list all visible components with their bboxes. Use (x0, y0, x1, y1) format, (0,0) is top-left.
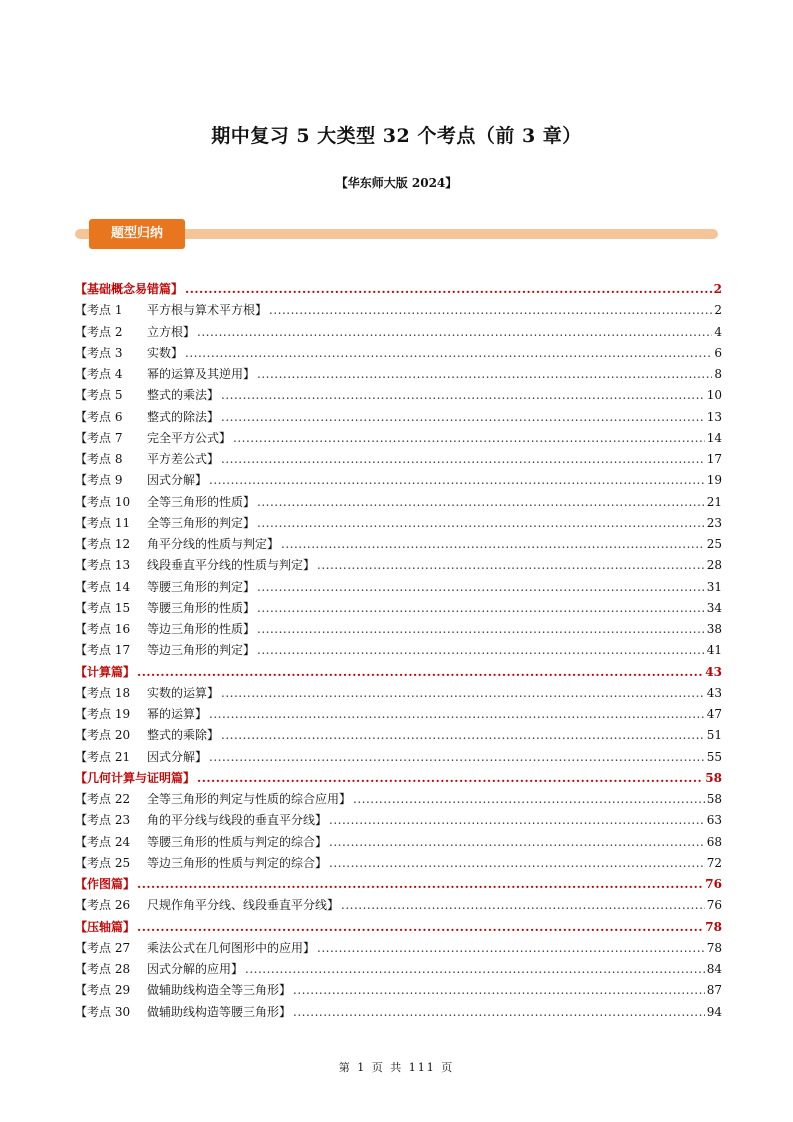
toc-entry[interactable] (75, 513, 722, 534)
toc-entry-label (75, 704, 207, 725)
toc-entry-title: 乘法公式在几何图形中的应用】 (147, 940, 316, 955)
toc-entry-label (75, 683, 219, 704)
toc-entry-label (75, 789, 351, 810)
toc-entry[interactable] (75, 449, 722, 470)
toc-category-entry[interactable] (75, 279, 722, 300)
toc-entry[interactable] (75, 364, 722, 385)
toc-page-number: 23 (706, 515, 722, 530)
toc-entry-title: 全等三角形的判定与性质的综合应用】 (147, 792, 352, 806)
toc-category-entry[interactable] (75, 917, 722, 938)
toc-entry-title: 实数的运算】 (147, 685, 220, 700)
toc-entry-label (75, 364, 255, 385)
toc-dot-leader (269, 300, 712, 321)
toc-entry-number: 【考点 21 (75, 749, 131, 764)
toc-entry-label (75, 513, 255, 534)
toc-page-number: 63 (706, 813, 722, 828)
toc-dot-leader (137, 662, 703, 683)
toc-entry-title: 等腰三角形的性质】 (147, 600, 256, 615)
toc-entry[interactable] (75, 980, 722, 1001)
toc-page-number: 72 (706, 855, 722, 870)
toc-entry[interactable] (75, 407, 722, 428)
toc-entry[interactable] (75, 1002, 722, 1023)
toc-page-number: 94 (706, 1004, 722, 1019)
toc-entry-title: 全等三角形的性质】 (147, 494, 256, 509)
toc-page-number: 8 (714, 367, 722, 381)
toc-dot-leader (185, 343, 712, 364)
toc-entry-title: 角平分线的性质与判定】 (147, 537, 280, 551)
toc-entry-number: 【考点 26 (75, 898, 131, 913)
toc-entry-number: 【考点 16 (75, 622, 131, 636)
toc-entry-label (75, 959, 243, 980)
toc-entry[interactable] (75, 959, 722, 980)
toc-entry-label (75, 640, 255, 661)
toc-entry-label (75, 385, 219, 406)
toc-entry-label (75, 492, 255, 513)
toc-page-number: 21 (706, 494, 722, 509)
toc-dot-leader (293, 1002, 705, 1023)
toc-entry-number: 【考点 17 (75, 643, 131, 658)
toc-dot-leader (221, 385, 705, 406)
toc-page-number: 2 (713, 282, 722, 296)
toc-entry-label (75, 895, 339, 916)
toc-entry[interactable] (75, 534, 722, 555)
toc-page-number: 68 (706, 834, 722, 849)
toc-entry-label (75, 1002, 291, 1023)
toc-dot-leader (137, 874, 703, 895)
toc-entry-title: 整式的乘法】 (147, 388, 220, 403)
toc-entry[interactable] (75, 640, 722, 661)
toc-page-number: 78 (705, 919, 722, 934)
toc-entry-label (75, 980, 291, 1001)
toc-entry-label (75, 747, 207, 768)
toc-entry[interactable] (75, 683, 722, 704)
toc-entry-label (75, 322, 195, 343)
toc-dot-leader (233, 428, 705, 449)
toc-entry-title: 平方根与算术平方根】 (147, 303, 268, 318)
toc-entry-title: 平方差公式】 (147, 452, 220, 466)
toc-entry-label (75, 725, 219, 746)
toc-entry[interactable] (75, 300, 722, 321)
toc-page-number: 34 (706, 600, 722, 615)
toc-entry-title: 全等三角形的判定】 (147, 515, 256, 530)
toc-entry[interactable] (75, 725, 722, 746)
toc-entry-label (75, 555, 315, 576)
toc-entry-title: 等腰三角形的判定】 (147, 579, 256, 594)
toc-entry-number: 【考点 8 (75, 452, 123, 466)
toc-page-number: 10 (706, 388, 722, 403)
toc-page-number: 87 (706, 983, 722, 998)
toc-page-number: 78 (706, 940, 722, 955)
toc-page-number: 47 (706, 707, 722, 721)
toc-entry-number: 【考点 5 (75, 388, 123, 403)
toc-dot-leader (317, 938, 705, 959)
toc-entry-number: 【考点 29 (75, 983, 131, 998)
toc-entry[interactable] (75, 810, 722, 831)
toc-dot-leader (137, 917, 703, 938)
toc-entry-label: 【计算篇】 (75, 664, 136, 679)
toc-entry-label (75, 832, 327, 853)
toc-page-number: 13 (706, 409, 722, 424)
toc-entry-number: 【考点 2 (75, 324, 123, 339)
toc-dot-leader (197, 768, 703, 789)
toc-entry-title: 等边三角形的性质】 (147, 622, 256, 636)
toc-dot-leader (209, 704, 705, 725)
toc-dot-leader (209, 470, 705, 491)
toc-dot-leader (353, 789, 705, 810)
toc-page-number: 28 (706, 558, 722, 573)
toc-entry-label (75, 577, 255, 598)
toc-entry-label (75, 619, 255, 640)
toc-entry[interactable] (75, 598, 722, 619)
toc-entry[interactable] (75, 322, 722, 343)
toc-entry-title: 因式分解】 (147, 473, 208, 488)
toc-page-number: 55 (706, 749, 722, 764)
toc-entry-title: 因式分解的应用】 (147, 962, 244, 976)
toc-page-number: 43 (705, 664, 722, 679)
toc-entry-number: 【考点 4 (75, 367, 123, 381)
toc-page-number: 76 (706, 898, 722, 913)
toc-dot-leader (185, 279, 712, 300)
toc-entry-number: 【考点 27 (75, 940, 131, 955)
toc-dot-leader (329, 853, 705, 874)
toc-dot-leader (209, 747, 705, 768)
toc-dot-leader (257, 619, 705, 640)
toc-dot-leader (329, 832, 705, 853)
toc-category-entry[interactable] (75, 768, 722, 789)
toc-page-number: 19 (706, 473, 722, 488)
toc-entry-number: 【考点 18 (75, 685, 131, 700)
toc-entry-number: 【考点 22 (75, 792, 131, 806)
toc-entry-label (75, 343, 183, 364)
toc-entry-label (75, 470, 207, 491)
toc-entry-number: 【考点 11 (75, 515, 131, 530)
toc-page-number: 76 (705, 877, 722, 891)
toc-entry-title: 尺规作角平分线、线段垂直平分线】 (147, 898, 340, 913)
toc-page-number: 4 (714, 324, 722, 339)
toc-entry[interactable] (75, 492, 722, 513)
toc-entry-number: 【考点 20 (75, 728, 131, 743)
toc-entry-title: 完全平方公式】 (147, 430, 232, 445)
toc-entry-label (75, 300, 267, 321)
toc-entry-label: 【几何计算与证明篇】 (75, 770, 196, 785)
toc-dot-leader (317, 555, 705, 576)
toc-page-number: 31 (706, 579, 722, 594)
toc-page-number: 84 (706, 962, 722, 976)
page-footer: 第 1 页 共 111 页 (338, 1061, 455, 1074)
document-subtitle: 【华东师大版 2024】 (335, 176, 458, 190)
toc-entry-label: 【基础概念易错篇】 (75, 282, 184, 296)
toc-entry-title: 等边三角形的性质与判定的综合】 (147, 855, 328, 870)
toc-entry-title: 做辅助线构造等腰三角形】 (147, 1004, 292, 1019)
toc-entry-title: 做辅助线构造全等三角形】 (147, 983, 292, 998)
toc-page-number: 51 (706, 728, 722, 743)
toc-entry-number: 【考点 30 (75, 1004, 131, 1019)
toc-page-number: 43 (706, 685, 722, 700)
toc-dot-leader (257, 577, 705, 598)
document-title: 期中复习 5 大类型 32 个考点（前 3 章） (211, 125, 582, 147)
toc-category-entry[interactable] (75, 662, 722, 683)
toc-entry-number: 【考点 1 (75, 303, 123, 318)
toc-dot-leader (221, 449, 705, 470)
toc-entry-number: 【考点 19 (75, 707, 131, 721)
toc-page-number: 25 (706, 537, 722, 551)
toc-dot-leader (281, 534, 705, 555)
toc-entry-title: 立方根】 (147, 324, 196, 339)
toc-dot-leader (257, 598, 705, 619)
toc-entry-title: 线段垂直平分线的性质与判定】 (147, 558, 316, 573)
toc-entry-number: 【考点 3 (75, 345, 123, 360)
toc-entry-title: 等边三角形的判定】 (147, 643, 256, 658)
toc-page-number: 14 (706, 430, 722, 445)
toc-entry[interactable] (75, 428, 722, 449)
toc-entry[interactable] (75, 577, 722, 598)
toc-entry[interactable] (75, 470, 722, 491)
toc-entry-label (75, 534, 279, 555)
toc-dot-leader (329, 810, 705, 831)
toc-dot-leader (197, 322, 712, 343)
toc-entry-label: 【压轴篇】 (75, 919, 136, 934)
toc-entry-number: 【考点 15 (75, 600, 131, 615)
toc-entry[interactable] (75, 895, 722, 916)
toc-entry-title: 整式的除法】 (147, 409, 220, 424)
toc-entry-label (75, 938, 315, 959)
toc-entry-label: 【作图篇】 (75, 877, 136, 891)
toc-dot-leader (221, 683, 705, 704)
toc-entry-number: 【考点 10 (75, 494, 131, 509)
toc-entry-label (75, 810, 327, 831)
toc-entry-label (75, 598, 255, 619)
toc-dot-leader (257, 364, 712, 385)
toc-entry[interactable] (75, 704, 722, 725)
toc-entry-number: 【考点 23 (75, 813, 131, 828)
toc-entry-label (75, 853, 327, 874)
toc-dot-leader (221, 725, 705, 746)
toc-entry-label (75, 449, 219, 470)
toc-entry[interactable] (75, 343, 722, 364)
toc-entry-title: 等腰三角形的性质与判定的综合】 (147, 834, 328, 849)
toc-page-number: 58 (705, 770, 722, 785)
toc-page-number: 38 (706, 622, 722, 636)
toc-dot-leader (245, 959, 705, 980)
toc-entry[interactable] (75, 832, 722, 853)
toc-entry[interactable] (75, 385, 722, 406)
toc-entry-number: 【考点 9 (75, 473, 123, 488)
toc-entry-number: 【考点 12 (75, 537, 131, 551)
toc-entry-number: 【考点 24 (75, 834, 131, 849)
toc-dot-leader (257, 492, 705, 513)
toc-entry-label (75, 407, 219, 428)
toc-entry-title: 因式分解】 (147, 749, 208, 764)
toc-entry[interactable] (75, 619, 722, 640)
toc-entry-number: 【考点 25 (75, 855, 131, 870)
toc-page-number: 2 (714, 303, 722, 318)
toc-entry-title: 实数】 (147, 345, 184, 360)
toc-entry-number: 【考点 13 (75, 558, 131, 573)
toc-category-entry[interactable] (75, 874, 722, 895)
toc-entry[interactable] (75, 789, 722, 810)
toc-entry[interactable] (75, 853, 722, 874)
toc-entry-number: 【考点 6 (75, 409, 123, 424)
toc-entry-number: 【考点 7 (75, 430, 123, 445)
toc-entry-title: 幂的运算】 (147, 707, 208, 721)
toc-page-number: 17 (706, 452, 722, 466)
toc-entry[interactable] (75, 938, 722, 959)
section-header-label: 题型归纳 (89, 219, 185, 249)
toc-dot-leader (257, 513, 705, 534)
toc-dot-leader (221, 407, 705, 428)
toc-entry[interactable] (75, 747, 722, 768)
table-of-contents (75, 279, 722, 1023)
toc-entry-label (75, 428, 231, 449)
toc-dot-leader (257, 640, 705, 661)
toc-dot-leader (341, 895, 705, 916)
toc-entry[interactable] (75, 555, 722, 576)
toc-entry-title: 整式的乘除】 (147, 728, 220, 743)
toc-entry-title: 幂的运算及其逆用】 (147, 367, 256, 381)
toc-dot-leader (293, 980, 705, 1001)
toc-page-number: 58 (706, 792, 722, 806)
toc-entry-number: 【考点 14 (75, 579, 131, 594)
toc-page-number: 6 (714, 345, 722, 360)
toc-entry-number: 【考点 28 (75, 962, 131, 976)
toc-entry-title: 角的平分线与线段的垂直平分线】 (147, 813, 328, 828)
toc-page-number: 41 (706, 643, 722, 658)
